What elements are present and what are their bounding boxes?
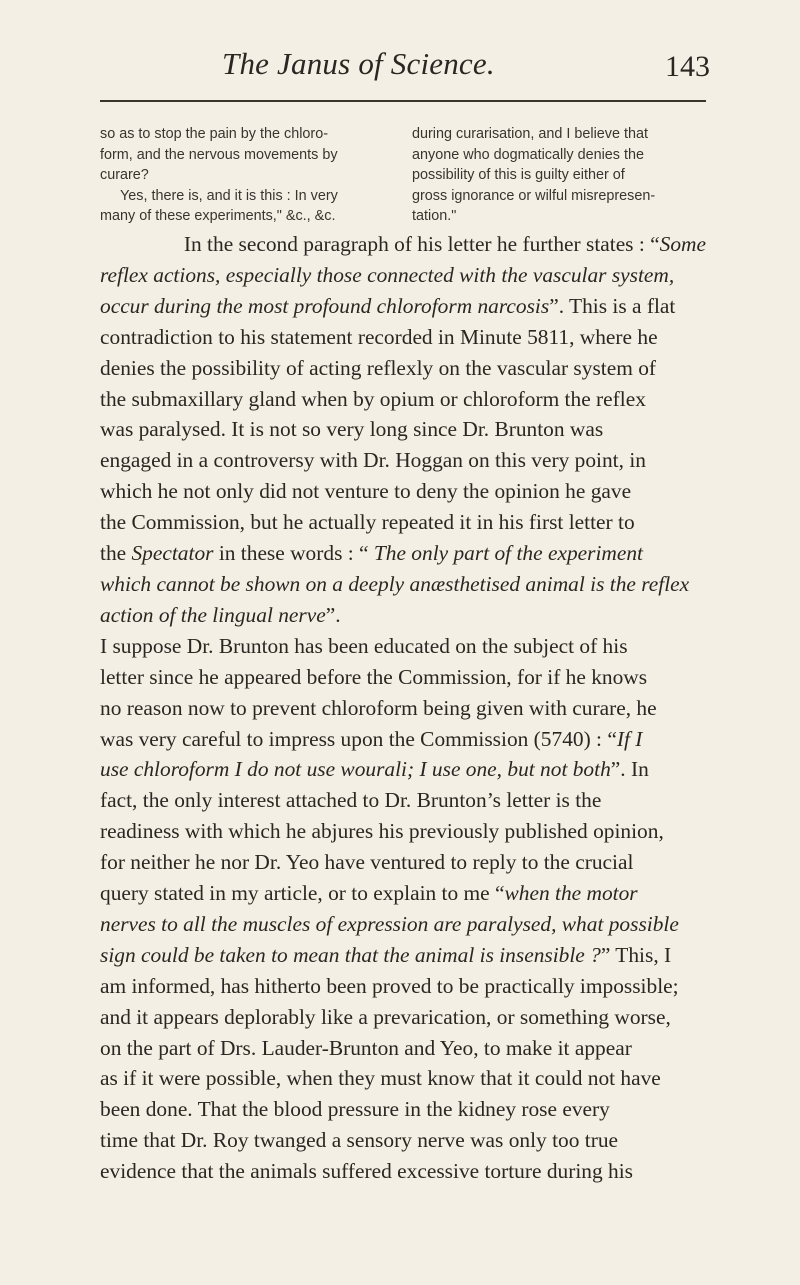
text-line: evidence that the animals suffered excessive torture during his [100, 1159, 634, 1184]
text-line: use chloroform I do not use wourali; I use one, but not both”. In [100, 757, 649, 782]
text-line: which cannot be shown on a deeply anæsthetised animal is the reflex [100, 571, 690, 596]
page-number: 143 [665, 50, 710, 83]
text-line: occur during the most profound chloroform narcosis”. This is a flat [100, 293, 676, 318]
running-title: The Janus of Science. [222, 46, 495, 81]
text-line: action of the lingual nerve”. [100, 602, 341, 627]
quote-left-column [100, 124, 400, 227]
text-line: and it appears deplorably like a prevarication, or something worse, [100, 1004, 671, 1029]
text-line: was very careful to impress upon the Commission (5740) : “If I [100, 726, 643, 751]
quote-line: gross ignorance or wilful misrepresen- [412, 187, 656, 204]
text-line: reflex actions, especially those connected with the vascular system, [100, 262, 675, 287]
quote-line: tation." [412, 208, 457, 225]
text-line: letter since he appeared before the Commission, for if he knows [100, 664, 648, 689]
text-line: denies the possibility of acting reflexly on the vascular system of [100, 355, 657, 380]
quote-line: Yes, there is, and it is this : In very [120, 187, 338, 204]
text-line: for neither he nor Dr. Yeo have ventured to reply to the crucial [100, 850, 634, 875]
text-line: was paralysed. It is not so very long since Dr. Brunton was [100, 417, 604, 442]
quote-line: curare? [100, 167, 149, 184]
text-line: I suppose Dr. Brunton has been educated on the subject of his [100, 633, 628, 658]
text-line: engaged in a controversy with Dr. Hoggan on this very point, in [100, 448, 646, 473]
text-line: the submaxillary gland when by opium or chloroform the reflex [100, 386, 646, 411]
text-line: nerves to all the muscles of expression are paralysed, what possible [100, 911, 679, 936]
text-line: which he not only did not venture to deny the opinion he gave [100, 479, 632, 504]
quote-line: possibility of this is guilty either of [412, 167, 625, 184]
quote-line: during curarisation, and I believe that [412, 126, 648, 142]
text-line: am informed, has hitherto been proved to be practically impossible; [100, 973, 679, 998]
quote-line: so as to stop the pain by the chloro- [100, 126, 328, 142]
text-line: fact, the only interest attached to Dr. Brunton’s letter is the [100, 788, 602, 813]
body-text [100, 229, 706, 1187]
text-line: the Spectator in these words : “ The only part of the experiment [100, 541, 643, 566]
quote-right-column [412, 124, 712, 227]
text-line: query stated in my article, or to explain to me “when the motor [100, 881, 638, 906]
header-rule [100, 100, 706, 102]
text-line: sign could be taken to mean that the animal is insensible ?” This, I [100, 942, 672, 967]
text-line: no reason now to prevent chloroform being given with curare, he [100, 695, 657, 720]
quote-line: form, and the nervous movements by [100, 146, 338, 163]
text-line: as if it were possible, when they must know that it could not have [100, 1066, 661, 1091]
text-line: readiness with which he abjures his previously published opinion, [100, 819, 664, 844]
text-line: been done. That the blood pressure in the kidney rose every [100, 1097, 610, 1122]
text-line: on the part of Drs. Lauder-Brunton and Yeo, to make it appear [100, 1035, 632, 1060]
quote-line: anyone who dogmatically denies the [412, 146, 644, 163]
text-line: contradiction to his statement recorded in Minute 5811, where he [100, 324, 658, 349]
text-line: In the second paragraph of his letter he further states : “Some [183, 232, 706, 256]
running-head [100, 46, 710, 96]
quote-line: many of these experiments," &c., &c. [100, 208, 336, 225]
text-line: time that Dr. Roy twanged a sensory nerve was only too true [100, 1128, 619, 1153]
text-line: the Commission, but he actually repeated it in his first letter to [100, 510, 635, 535]
